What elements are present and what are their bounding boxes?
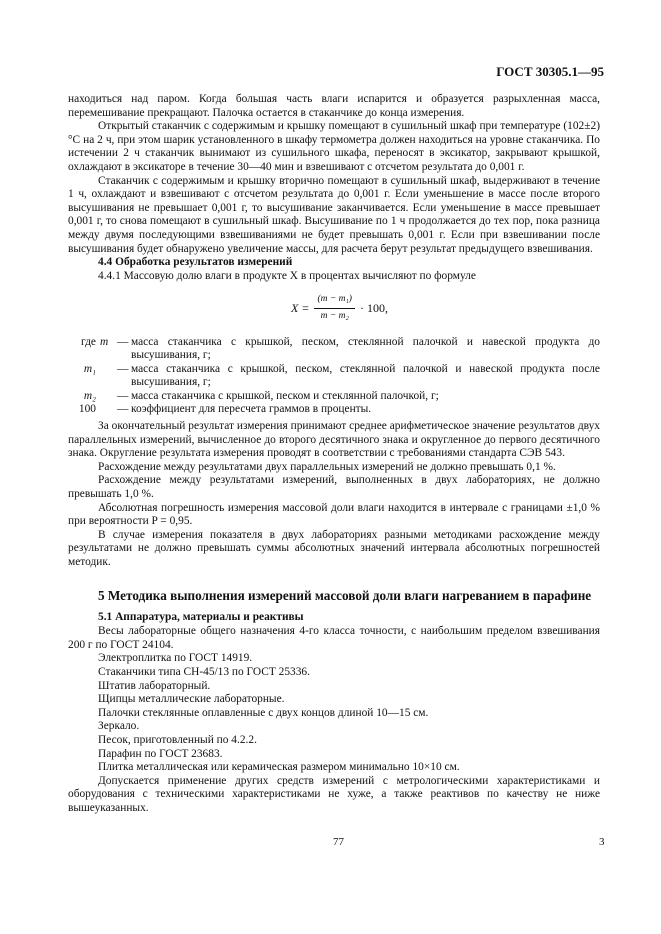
list-item: Щипцы металлические лабораторные.	[98, 693, 285, 706]
definition-prefix: где	[81, 335, 96, 348]
formula-lhs: X =	[291, 300, 310, 315]
paragraph: Расхождение между результатами двух параллельных измерений не должно превышать 0,1 %.	[98, 460, 556, 473]
paragraph: находиться над паром. Когда большая часть влаги испарится и образуется разрыхленная масса, перемешивание прекращают. Палочка остается в стаканчике до конца измерения.	[68, 93, 600, 119]
formula-denominator: m − m₂	[320, 310, 349, 321]
formula-numerator: (m − m₁)	[314, 293, 355, 309]
list-item: Зеркало.	[98, 720, 140, 733]
definition-row: 100 — коэффициент для пересчета граммов в проценты.	[68, 403, 600, 417]
subsection-heading-5-1: 5.1 Аппаратура, материалы и реактивы	[98, 610, 304, 623]
list-item: Весы лабораторные общего назначения 4-го класса точности, с наибольшим пределом взвешивания 200 г по ГОСТ 24104.	[68, 625, 600, 651]
paragraph: 4.4.1 Массовую долю влаги в продукте X в процентах вычисляют по формуле	[98, 269, 476, 282]
paragraph: Абсолютная погрешность измерения массовой доли влаги находится в интервале с границами ±1,0 % при вероятности P = 0,95.	[68, 501, 600, 528]
definition-text: масса стаканчика с крышкой, песком, стеклянной палочкой и навеской продукта после высушивания, г;	[131, 362, 600, 389]
list-item: Палочки стеклянные оплавленные с двух концов длиной 10—15 см.	[98, 706, 429, 719]
definition-symbol: m₁	[83, 362, 96, 375]
moisture-formula	[291, 293, 600, 323]
paragraph: В случае измерения показателя в двух лабораториях разными методиками расхождение между результатами не должно превышать суммы абсолютных значений интервала абсолютных погрешностей методик.	[68, 528, 600, 568]
list-item: Штатив лабораторный.	[98, 679, 211, 692]
subsection-heading-4-4: 4.4 Обработка результатов измерений	[98, 256, 293, 269]
definition-row: m₂ — масса стаканчика с крышкой, песком и стеклянной палочкой, г;	[68, 390, 600, 404]
list-item: Песок, приготовленный по 4.2.2.	[98, 733, 257, 746]
definition-symbol: 100	[78, 403, 96, 416]
list-item: Допускается применение других средств измерений с метрологическими характеристиками и оборудования с техническими характеристиками не хуже, а также реактивов по качеству не ниже вышеуказанных.	[68, 774, 600, 814]
page-number: 77	[333, 836, 344, 848]
paragraph: Расхождение между результатами измерений, выполненных в двух лабораториях, не должно превышать 1,0 %.	[68, 474, 600, 501]
definition-text: коэффициент для пересчета граммов в проценты.	[131, 403, 372, 416]
paragraph: За окончательный результат измерения принимают среднее арифметическое значение результатов двух параллельных измерений, вычисленное до второго десятичного знака и округленное до первого десятичного знака. Округление результата измерения проводят в соответствии с требованиями стандарта СЭВ 543.	[68, 420, 600, 460]
paragraph: Стаканчик с содержимым и крышку вторично помещают в сушильный шкаф, выдерживают в течение 1 ч, охлаждают и взвешивают с отсчетом результата до 0,001 г. Если уменьшение в массе после второго высушивания не превышает 0,001 г, то высушивание заканчивается. Если уменьшение в массе превышает 0,001 г, то снова помещают в сушильный шкаф. Высушивание по 1 ч продолжается до тех пор, пока разница между двумя последующими взвешиваниями не будет превышать 0,001 г. Если при взвешивании после высушивания будет обнаружено увеличение массы, для расчета берут результат предыдущего взвешивания.	[68, 174, 600, 255]
definition-text: масса стаканчика с крышкой, песком, стеклянной палочкой и навеской продукта до высушивания, г;	[131, 335, 600, 362]
list-item: Электроплитка по ГОСТ 14919.	[98, 652, 253, 665]
list-item: Парафин по ГОСТ 23683.	[98, 747, 223, 760]
sheet-number: 3	[599, 836, 605, 848]
definition-symbol: m₂	[83, 389, 96, 402]
formula-fraction	[314, 293, 355, 323]
list-item: Плитка металлическая или керамическая размером минимально 10×10 см.	[98, 761, 460, 774]
standard-code: ГОСТ 30305.1—95	[496, 64, 604, 79]
paragraph: Открытый стаканчик с содержимым и крышку помещают в сушильный шкаф при температуре (102±2) °С на 2 ч, при этом шарик установленного в шкафу термометра должен находиться на уровне стаканчика. По истечении 2 ч стаканчик вынимают из сушильного шкафа, переносят в эксикатор, закрывают крышкой, охлаждают в эксикаторе в течение 30—40 мин и взвешивают с отсчетом результата до 0,001 г.	[68, 120, 600, 173]
list-item: Стаканчики типа СН-45/13 по ГОСТ 25336.	[98, 665, 310, 678]
definition-row: где m — масса стаканчика с крышкой, песком, стеклянной палочкой и навеской продукта до высушивания, г;	[68, 336, 600, 363]
formula-definitions	[68, 336, 600, 418]
formula-rest: · 100,	[359, 300, 388, 315]
page-body	[68, 93, 600, 816]
definition-text: масса стаканчика с крышкой, песком и стеклянной палочкой, г;	[131, 389, 439, 402]
definition-row: m₁ — масса стаканчика с крышкой, песком, стеклянной палочкой и навеской продукта после высушивания, г;	[68, 363, 600, 390]
section-5-title: 5 Методика выполнения измерений массовой доли влаги нагреванием в парафине	[98, 587, 592, 603]
definition-symbol: m	[100, 335, 109, 348]
